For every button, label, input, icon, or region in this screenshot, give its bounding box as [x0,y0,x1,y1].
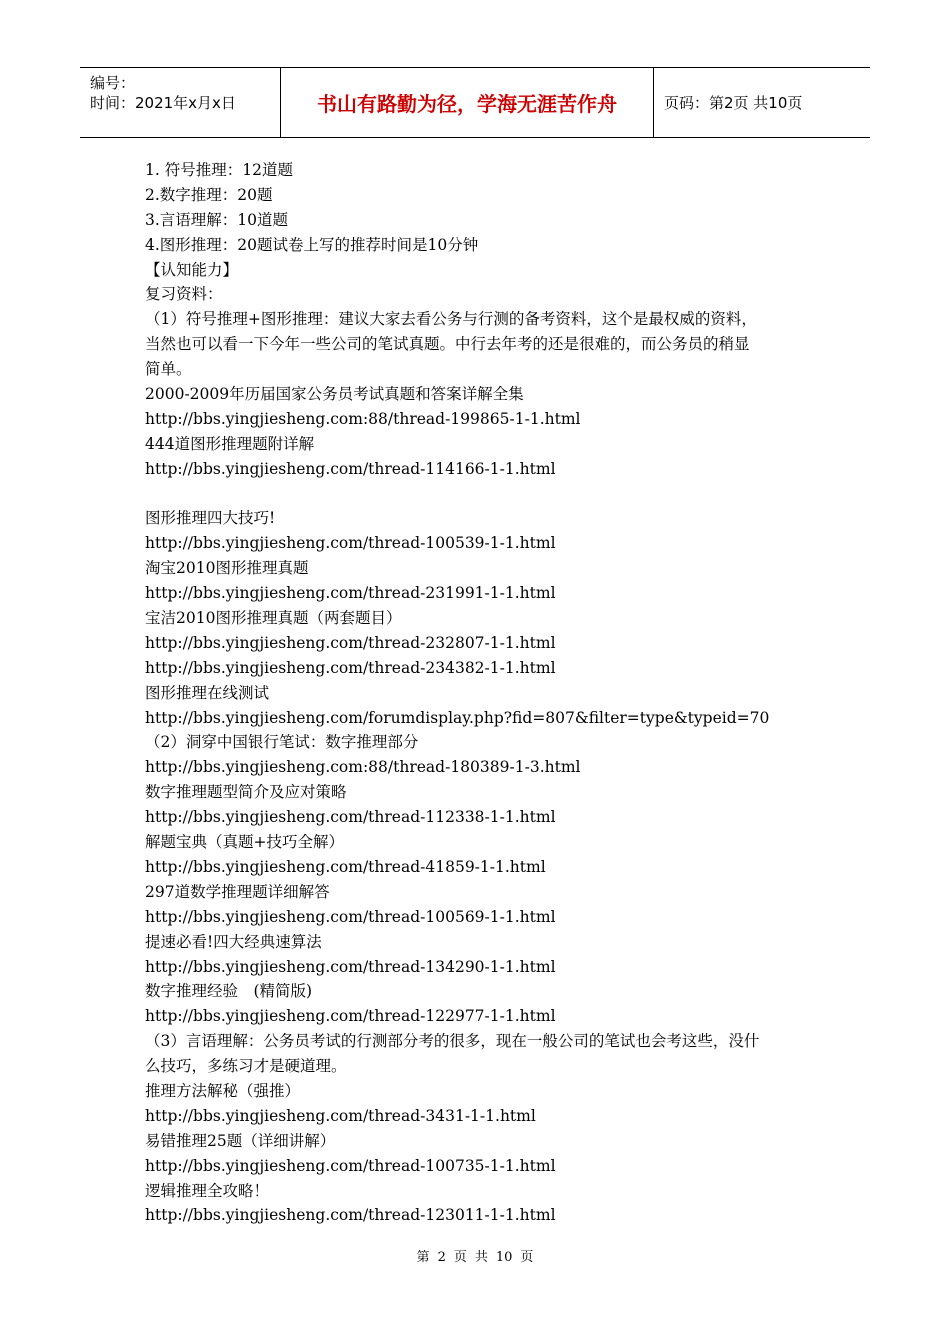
motto: 书山有路勤为径，学海无涯苦作舟 [317,92,617,116]
document-body [145,158,825,1228]
link-line[interactable]: http://bbs.yingjiesheng.com/thread-123011-1-1.html [145,1206,556,1225]
text-line: 数字推理经验 (精简版) [145,982,313,1001]
number-label: 编号： [90,74,136,92]
footer-total-word: 共 [474,1250,488,1265]
text-line: 简单。 [145,360,192,379]
text-line: （3）言语理解：公务员考试的行测部分考的很多，现在一般公司的笔试也会考这些，没什 [145,1032,760,1051]
text-line: 4.图形推理：20题试卷上写的推荐时间是10分钟 [145,235,479,254]
text-line: 2.数字推理：20题 [145,185,273,204]
text-line: 1. 符号推理：12道题 [145,161,293,179]
text-line: 推理方法解秘（强推） [145,1081,301,1100]
text-line: 444道图形推理题附详解 [145,434,315,453]
text-line: 宝洁2010图形推理真题（两套题目） [145,609,402,628]
text-line: 易错推理25题（详细讲解） [145,1131,336,1150]
link-line[interactable]: http://bbs.yingjiesheng.com/thread-231991-1-1.html [145,584,556,603]
link-line[interactable]: http://bbs.yingjiesheng.com/thread-114166-1-1.html [145,459,556,478]
footer-total-num: 10 [495,1250,513,1265]
text-line: （2）洞穿中国银行笔试：数字推理部分 [145,733,419,752]
text-line: 图形推理四大技巧! [145,509,276,528]
page-info: 页码：第2页 共10页 [664,94,803,112]
text-line: 复习资料： [145,285,223,304]
header-motto-cell [281,68,654,137]
footer-total-unit: 页 [520,1250,534,1265]
link-line[interactable]: http://bbs.yingjiesheng.com/thread-122977-1-1.html [145,1007,556,1026]
text-line: 【认知能力】 [145,260,239,279]
header-page-cell [654,68,870,137]
text-line: 提速必看!四大经典速算法 [145,932,322,951]
footer-page-word: 第 [416,1250,430,1265]
text-line: 当然也可以看一下今年一些公司的笔试真题。中行去年考的还是很难的，而公务员的稍显 [145,335,750,354]
footer-page-unit: 页 [453,1250,467,1265]
page-footer [0,1246,950,1265]
text-line: 解题宝典（真题+技巧全解） [145,833,344,852]
text-line: 2000-2009年历届国家公务员考试真题和答案详解全集 [145,385,524,404]
link-line[interactable]: http://bbs.yingjiesheng.com/thread-100569-1-1.html [145,907,556,926]
link-line[interactable]: http://bbs.yingjiesheng.com/thread-41859-1-1.html [145,857,546,876]
link-line[interactable]: http://bbs.yingjiesheng.com/thread-134290-1-1.html [145,957,556,976]
text-line: 数字推理题型简介及应对策略 [145,783,347,802]
text-line: 逻辑推理全攻略！ [145,1181,270,1200]
text-line: 图形推理在线测试 [145,683,270,702]
text-line [145,482,825,507]
link-line[interactable]: http://bbs.yingjiesheng.com:88/thread-199865-1-1.html [145,409,581,428]
link-line[interactable]: http://bbs.yingjiesheng.com:88/thread-180389-1-3.html [145,758,581,777]
text-line: 淘宝2010图形推理真题 [145,559,309,578]
text-line: 3.言语理解：10道题 [145,210,289,229]
text-line: 么技巧，多练习才是硬道理。 [145,1057,347,1076]
link-line[interactable]: http://bbs.yingjiesheng.com/forumdisplay.php?fid=807&filter=type&typeid=70 [145,708,770,727]
header-meta-cell [80,68,281,137]
link-line[interactable]: http://bbs.yingjiesheng.com/thread-100539-1-1.html [145,534,556,553]
link-line[interactable]: http://bbs.yingjiesheng.com/thread-232807-1-1.html [145,633,556,652]
link-line[interactable]: http://bbs.yingjiesheng.com/thread-234382-1-1.html [145,658,556,677]
text-line: （1）符号推理+图形推理：建议大家去看公务与行测的备考资料，这个是最权威的资料， [145,310,757,329]
link-line[interactable]: http://bbs.yingjiesheng.com/thread-3431-1-1.html [145,1106,536,1125]
page-header [80,67,870,138]
footer-page-num: 2 [437,1250,446,1265]
text-line: 297道数学推理题详细解答 [145,882,330,901]
link-line[interactable]: http://bbs.yingjiesheng.com/thread-112338-1-1.html [145,808,556,827]
time-label: 时间：2021年x月x日 [90,94,236,112]
link-line[interactable]: http://bbs.yingjiesheng.com/thread-100735-1-1.html [145,1156,556,1175]
